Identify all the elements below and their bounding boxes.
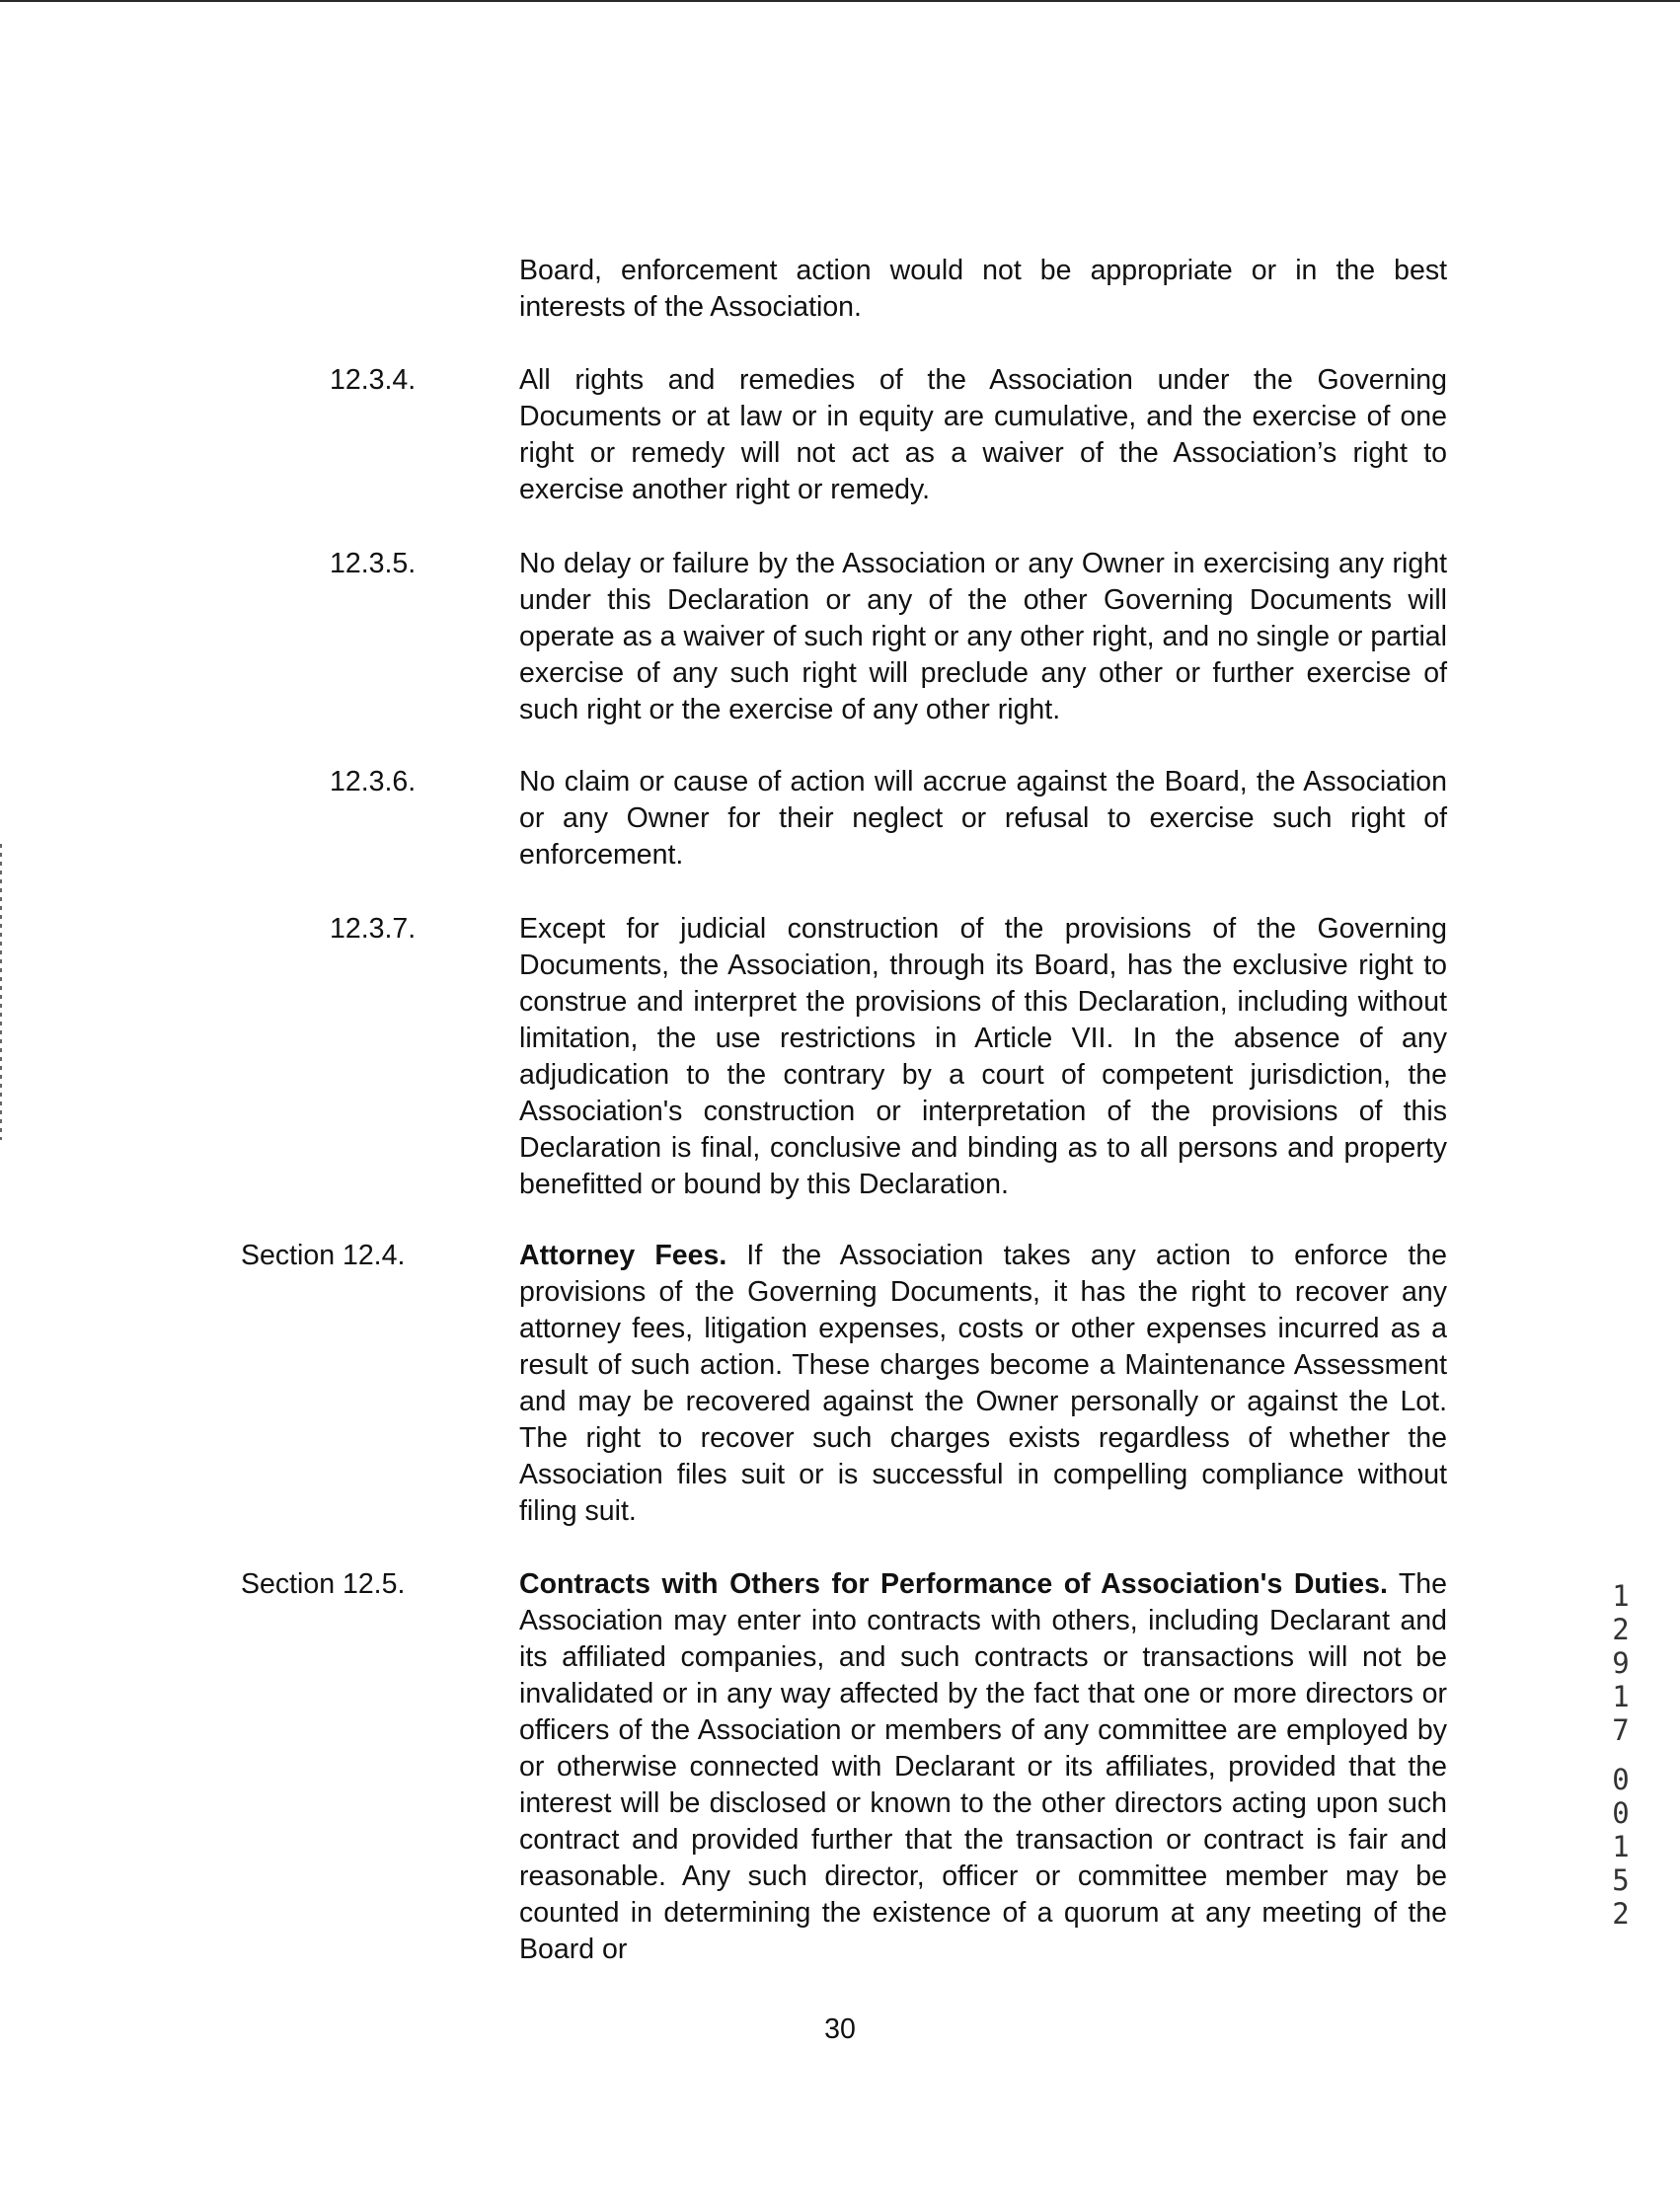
scan-edge-top bbox=[0, 0, 1680, 2]
stamp-digit: 0 bbox=[1612, 1763, 1630, 1796]
stamp-digit: 0 bbox=[1612, 1796, 1630, 1830]
page-number: 30 bbox=[824, 2013, 856, 2045]
stamp-digit: 2 bbox=[1612, 1613, 1630, 1646]
subsection-text: No claim or cause of action will accrue against the Board, the Association or any Owner for their neglect or refusal to exercise such right of enforcement. bbox=[519, 766, 1447, 871]
section-label-12-5: Section 12.5. bbox=[241, 1568, 406, 1600]
section-text: If the Association takes any action to enforce the provisions of the Governing Documents, it has the right to recover any attorney fees, litigation expenses, costs or other expenses incurred as a result of such action. These charges become a Maintenance Assessment and may be recovered against the Owner personally or against the Lot. The right to recover such charges exists regardless of whether the Association files suit or is successful in compelling compliance without filing suit. bbox=[519, 1240, 1447, 1527]
stamp-digit: 1 bbox=[1612, 1680, 1630, 1713]
recording-stamp bbox=[1601, 1579, 1641, 1931]
section-label-12-4: Section 12.4. bbox=[241, 1240, 406, 1271]
stamp-digit: 1 bbox=[1612, 1579, 1630, 1613]
stamp-digit: 9 bbox=[1612, 1646, 1630, 1680]
section-text: The Association may enter into contracts with others, including Declarant and its affiliated companies, and such contracts or transactions will not be invalidated or in any way affected by the fact that one or more directors or officers of the Association or members of any committee are employed by or otherwise connected with Declarant or its affiliates, provided that the interest will be disclosed or known to the other directors acting upon such contract and provided further that the transaction or contract is fair and reasonable. Any such director, officer or committee member may be counted in determining the existence of a quorum at any meeting of the Board or bbox=[519, 1568, 1448, 1965]
stamp-digit: 7 bbox=[1612, 1713, 1630, 1747]
section-heading: Attorney Fees bbox=[519, 1240, 720, 1271]
subsection-number-12-3-5: 12.3.5. bbox=[330, 548, 417, 579]
subsection-text: All rights and remedies of the Association under the Governing Documents or at law or in equity are cumulative, and the exercise of one right or remedy will not act as a waiver of the Association’s right to exercise another right or remedy. bbox=[519, 364, 1447, 505]
subsection-number-12-3-7: 12.3.7. bbox=[330, 913, 417, 945]
section-12-5 bbox=[519, 1566, 1447, 1968]
section-heading: Contracts with Others for Performance of Association's Duties bbox=[519, 1568, 1380, 1600]
continuation-text: Board, enforcement action would not be appropriate or in the best interests of the Association. bbox=[519, 255, 1447, 323]
subsection-12-3-5 bbox=[519, 546, 1447, 728]
subsection-text: No delay or failure by the Association or any Owner in exercising any right under this Declaration or any of the other Governing Documents will operate as a waiver of such right or any other right, and no single or partial exercise of any such right will preclude any other or further exercise of such right or the exercise of any other right. bbox=[519, 548, 1447, 725]
section-heading-punct: . bbox=[1379, 1568, 1388, 1600]
stamp-digit: 5 bbox=[1612, 1863, 1630, 1897]
subsection-number-12-3-6: 12.3.6. bbox=[330, 766, 417, 797]
stamp-digit: 2 bbox=[1612, 1897, 1630, 1931]
subsection-number-12-3-4: 12.3.4. bbox=[330, 364, 417, 396]
subsection-12-3-7 bbox=[519, 911, 1447, 1203]
subsection-12-3-4 bbox=[519, 362, 1447, 508]
stamp-gap bbox=[1601, 1747, 1641, 1763]
section-heading-punct: . bbox=[719, 1240, 727, 1271]
scan-edge-left bbox=[0, 844, 2, 1140]
section-12-4 bbox=[519, 1238, 1447, 1530]
subsection-text: Except for judicial construction of the provisions of the Governing Documents, the Association, through its Board, has the exclusive right to construe and interpret the provisions of this Declaration, including without limitation, the use restrictions in Article VII. In the absence of any adjudication to the contrary by a court of competent jurisdiction, the Association's construction or interpretation of the provisions of this Declaration is final, conclusive and binding as to all persons and property benefitted or bound by this Declaration. bbox=[519, 913, 1447, 1200]
continuation-paragraph bbox=[519, 253, 1447, 326]
subsection-12-3-6 bbox=[519, 764, 1447, 873]
stamp-digit: 1 bbox=[1612, 1830, 1630, 1863]
